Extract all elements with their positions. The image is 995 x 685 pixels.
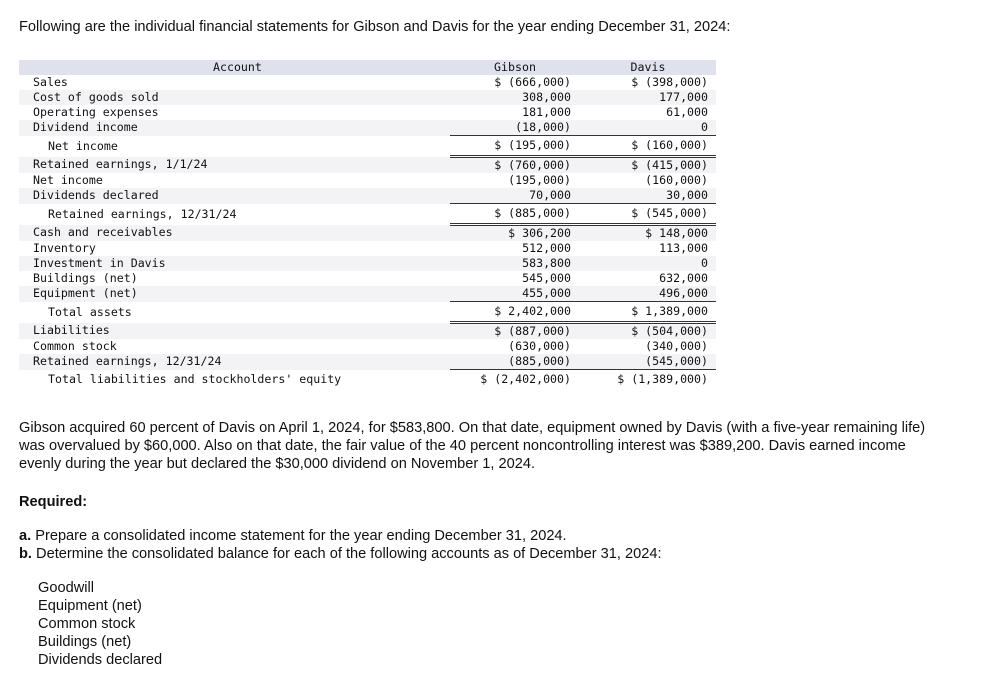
davis-value: $ (1,389,000) bbox=[617, 372, 708, 386]
davis-value: $ (545,000) bbox=[580, 204, 716, 225]
gibson-value: $ 306,200 bbox=[450, 225, 580, 242]
gibson-value: 70,000 bbox=[450, 188, 580, 204]
davis-value: (340,000) bbox=[645, 339, 708, 353]
account-label: Total assets bbox=[48, 304, 132, 319]
davis-value: 496,000 bbox=[580, 286, 716, 302]
acquisition-paragraph: Gibson acquired 60 percent of Davis on April 1, 2024, for $583,800. On that date, equipment owned by Davis (with a five-year remaining life) was overvalued by $60,000. Also on that date, the fair value of the 40 percent noncontrolling interest was $389,200. Davis earned income evenly during the year but declared the $30,000 dividend on November 1, 2024. bbox=[19, 420, 926, 472]
davis-value: $ 148,000 bbox=[580, 225, 716, 242]
table-row bbox=[19, 370, 716, 390]
gibson-value: (885,000) bbox=[450, 354, 580, 370]
gibson-value: 545,000 bbox=[522, 271, 571, 285]
davis-value: $ (415,000) bbox=[580, 157, 716, 174]
gibson-value: $ 2,402,000 bbox=[450, 302, 580, 323]
account-label: Cash and receivables bbox=[19, 225, 450, 242]
account-label: Net income bbox=[33, 173, 103, 187]
account-label: Operating expenses bbox=[33, 105, 159, 119]
requirement-letter: a. bbox=[19, 528, 32, 544]
account-label: Net income bbox=[48, 138, 118, 153]
account-label: Cost of goods sold bbox=[19, 90, 450, 105]
column-header-davis: Davis bbox=[580, 60, 716, 75]
accounts-list bbox=[38, 579, 162, 669]
davis-value: 177,000 bbox=[580, 90, 716, 105]
account-label: Dividends declared bbox=[19, 188, 450, 204]
gibson-value: 455,000 bbox=[450, 286, 580, 302]
column-header-gibson: Gibson bbox=[450, 60, 580, 75]
davis-value: $ 1,389,000 bbox=[580, 302, 716, 323]
gibson-value: $ (887,000) bbox=[450, 323, 580, 340]
davis-value: $ (398,000) bbox=[631, 75, 708, 89]
gibson-value: $ (885,000) bbox=[450, 204, 580, 225]
account-label: Retained earnings, 1/1/24 bbox=[19, 157, 450, 174]
account-label: Investment in Davis bbox=[19, 256, 450, 271]
table-row bbox=[19, 105, 716, 120]
requirement-letter: b. bbox=[19, 546, 32, 562]
davis-value: 30,000 bbox=[580, 188, 716, 204]
davis-value: 61,000 bbox=[666, 105, 708, 119]
list-item: Goodwill bbox=[38, 580, 94, 596]
account-label: Retained earnings, 12/31/24 bbox=[19, 354, 450, 370]
gibson-value: (630,000) bbox=[508, 339, 571, 353]
gibson-value: $ (195,000) bbox=[450, 136, 580, 157]
list-item: Equipment (net) bbox=[38, 598, 142, 614]
table-row bbox=[19, 339, 716, 354]
davis-value: 632,000 bbox=[659, 271, 708, 285]
gibson-value: $ (2,402,000) bbox=[480, 372, 571, 386]
table-row bbox=[19, 241, 716, 256]
requirement-a bbox=[19, 528, 567, 544]
davis-value: (545,000) bbox=[580, 354, 716, 370]
requirement-text: Prepare a consolidated income statement for the year ending December 31, 2024. bbox=[35, 528, 567, 544]
gibson-value: 512,000 bbox=[522, 241, 571, 255]
table-row bbox=[19, 188, 716, 204]
table-row bbox=[19, 302, 716, 323]
account-label: Sales bbox=[33, 75, 68, 89]
gibson-value: 181,000 bbox=[522, 105, 571, 119]
account-label: Equipment (net) bbox=[19, 286, 450, 302]
requirement-text: Determine the consolidated balance for each of the following accounts as of December 31, 2024: bbox=[36, 546, 662, 562]
table-row bbox=[19, 271, 716, 286]
davis-value: (160,000) bbox=[645, 173, 708, 187]
list-item: Common stock bbox=[38, 616, 136, 632]
table-row bbox=[19, 354, 716, 370]
account-label: Retained earnings, 12/31/24 bbox=[48, 206, 237, 221]
account-label: Common stock bbox=[33, 339, 117, 353]
table-row bbox=[19, 75, 716, 90]
table-header-row bbox=[19, 60, 716, 75]
table-row bbox=[19, 225, 716, 242]
financial-statements-table bbox=[19, 60, 716, 389]
account-label: Dividend income bbox=[19, 120, 450, 136]
davis-value: 113,000 bbox=[659, 241, 708, 255]
davis-value: $ (160,000) bbox=[580, 136, 716, 157]
column-header-account: Account bbox=[19, 60, 450, 75]
gibson-value: $ (666,000) bbox=[494, 75, 571, 89]
davis-value: $ (504,000) bbox=[580, 323, 716, 340]
davis-value: 0 bbox=[580, 256, 716, 271]
table-row bbox=[19, 173, 716, 188]
gibson-value: (195,000) bbox=[508, 173, 571, 187]
table-row bbox=[19, 90, 716, 105]
table-row bbox=[19, 136, 716, 157]
gibson-value: $ (760,000) bbox=[450, 157, 580, 174]
list-item: Buildings (net) bbox=[38, 634, 132, 650]
table-row bbox=[19, 157, 716, 174]
table-row bbox=[19, 204, 716, 225]
intro-text: Following are the individual financial statements for Gibson and Davis for the year ending December 31, 2024: bbox=[19, 19, 731, 35]
table-row bbox=[19, 286, 716, 302]
account-label: Total liabilities and stockholders' equity bbox=[48, 371, 342, 386]
account-label: Liabilities bbox=[19, 323, 450, 340]
table-row bbox=[19, 323, 716, 340]
gibson-value: 583,800 bbox=[450, 256, 580, 271]
table-row bbox=[19, 256, 716, 271]
account-label: Inventory bbox=[33, 241, 96, 255]
required-heading: Required: bbox=[19, 494, 88, 510]
gibson-value: (18,000) bbox=[450, 120, 580, 136]
table-row bbox=[19, 120, 716, 136]
list-item: Dividends declared bbox=[38, 652, 163, 668]
gibson-value: 308,000 bbox=[450, 90, 580, 105]
account-label: Buildings (net) bbox=[33, 271, 138, 285]
requirement-b bbox=[19, 546, 662, 562]
davis-value: 0 bbox=[580, 120, 716, 136]
